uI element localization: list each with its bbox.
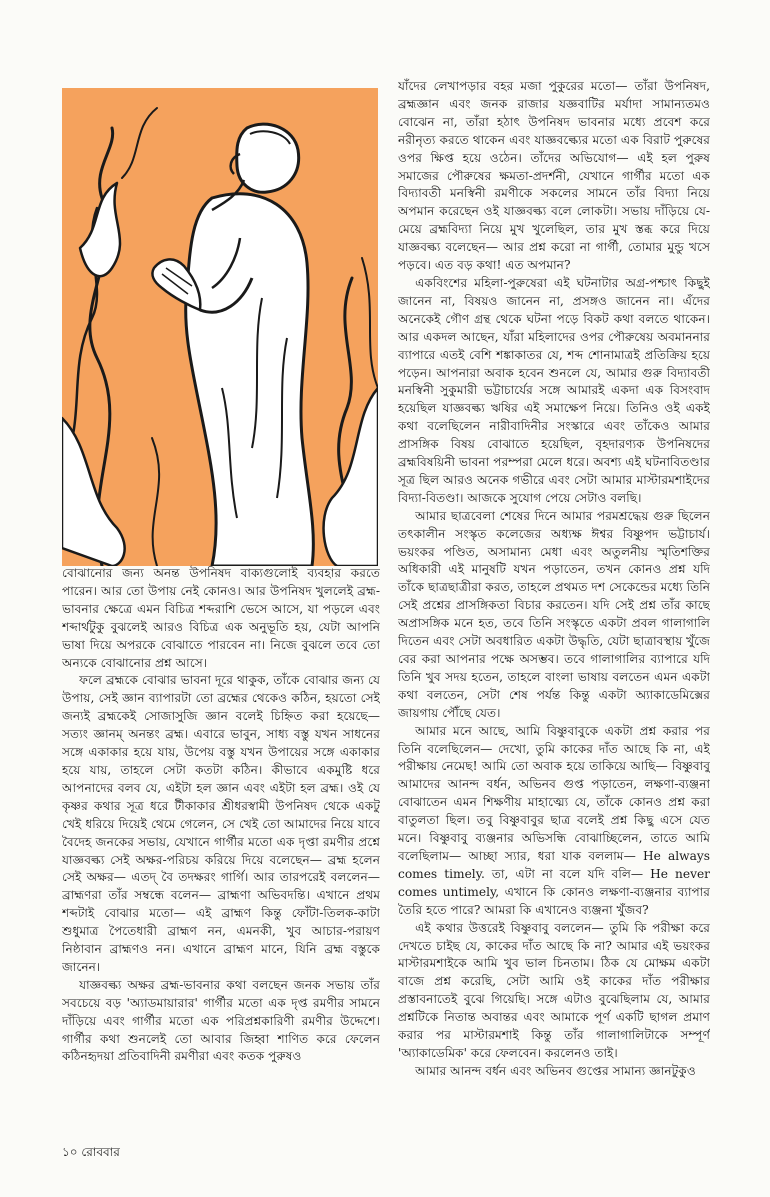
page-footer: ১০ রোববার bbox=[62, 1145, 120, 1159]
paragraph: যাজ্ঞবল্ক্য অক্ষর ব্রহ্ম-ভাবনার কথা বলছেন জনক সভায় তাঁর সবচেয়ে বড় 'অ্যাডমায়ারার' গার্গীর মতো এক দৃপ্ত রমণীর সামনে দাঁড়িয়ে এবং গার্গীর মতো এক পরিপ্রশ্নকারিণী রমণীর উদ্দেশে। গার্গীর কথা শুনলেই তো আবার জিহ্বা শাণিত করে ফেলেন কঠিনহৃদয়া প্রতিবাদিনী রমণীরা এবং কতক পুরুষও bbox=[62, 977, 380, 1064]
left-text-column bbox=[62, 565, 380, 1135]
paragraph: যাঁদের লেখাপড়ার বহর মজা পুকুরের মতো— তাঁরা উপনিষদ, ব্রহ্মজ্ঞান এবং জনক রাজার যজ্ঞবাটির মর্যাদা সামান্যতমও বোঝেন না, তাঁরা হঠাৎ উপনিষদ ভাবনার মধ্যে প্রবেশ করে নরীনৃত্য করতে থাকেন এবং যাজ্ঞবল্ক্যের মতো এক বিরাট পুরুষের ওপর ক্ষিপ্ত হয়ে ওঠেন। তাঁদের অভিযোগ— এই হল পুরুষ সমাজের পৌরুষের ক্ষমতা-প্রদর্শনী, যেখানে গার্গীর মতো এক বিদ্যাবতী মনস্বিনী রমণীকে সকলের সামনে তাঁর বিদ্যা নিয়ে অপমান করেছেন ওই যাজ্ঞবল্ক্য বলে লোকটা। সভায় দাঁড়িয়ে যে-মেয়ে ব্রহ্মবিদ্যা নিয়ে মুখ খুলেছিল, তার মুখ স্তব্ধ করে দিয়ে যাজ্ঞবল্ক্য বলেছেন— আর প্রশ্ন করো না গার্গী, তোমার মুন্ডু খসে পড়বে। এত বড় কথা! এত অপমান? bbox=[398, 79, 710, 273]
praying-sage-illustration bbox=[62, 88, 378, 566]
sage-figure bbox=[152, 124, 313, 566]
paragraph: একবিংশের মহিলা-পুরুষেরা এই ঘটনাটার অগ্র-পশ্চাৎ কিছুই জানেন না, বিষয়ও জানেন না, প্রসঙ্গও জানেন না। এঁদের অনেকেই গৌণ গ্রন্থ থেকে ঘটনা পড়ে বিকট কথা বলতে থাকেন। আর একদল আছেন, যাঁরা মহিলাদের ওপর পৌরুষেয় অবমাননার ব্যাপারে এতই বেশি শঙ্কাকাতর যে, শব্দ শোনামাত্রই প্রতিক্রিয় হয়ে পড়েন। আপনারা অবাক হবেন শুনলে যে, আমার গুরু বিদ্যাবতী মনস্বিনী সুকুমারী ভট্টাচার্যের সঙ্গে আমারই একদা এক বিসংবাদ হয়েছিল যাজ্ঞবল্ক্য ঋষির এই সমাক্ষেপ নিয়ে। তিনিও ওই একই কথা বলেছিলেন নারীবাদিনীর সংস্কারে এবং তাঁকেও আমার প্রাসঙ্গিক বিষয় বোঝাতে হয়েছিল, বৃহদারণ্যক উপনিষদের ব্রহ্মবিষয়িনী ভাবনা পরম্পরা মেলে ধরে। অবশ্য এই ঘটনাবিতণ্ডার সূত্র ছিল আরও অনেক গভীরে এবং সেটা আমার মাস্টারমশাইদের বিদ্যা-বিতণ্ডা। আজকে সুযোগ পেয়ে সেটাও বলছি। bbox=[398, 275, 710, 505]
paragraph: আমার মনে আছে, আমি বিষ্ণুবাবুকে একটা প্রশ্ন করার পর তিনি বলেছিলেন— দেখো, তুমি কাকের দাঁত আছে কি না, এই পরীক্ষায় নেমেছ! আমি তো অবাক হয়ে তাকিয়ে আছি— বিষ্ণুবাবু আমাদের আনন্দ বর্ধন, অভিনব গুপ্ত পড়াতেন, লক্ষণা-ব্যঞ্জনা বোঝাতেন এমন শিক্ষণীয় মাহাত্ম্যে যে, তাঁকে কোনও প্রশ্ন করা বাতুলতা ছিল। তবু বিষ্ণুবাবুর ছাত্র বলেই প্রশ্ন কিছু এসে যেত মনে। বিষ্ণুবাবু ব্যঞ্জনার অভিসন্ধি বোঝাচ্ছিলেন, তাতে আমি বলেছিলাম— আচ্ছা স্যার, ধরা যাক বললাম— He always comes timely. তা, এটা না বলে যদি বলি— He never comes untimely, এখানে কি কোনও লক্ষণা-ব্যঞ্জনার ব্যাপার তৈরি হতে পারে? আমরা কি এখানেও ব্যঞ্জনা খুঁজব? bbox=[398, 723, 710, 917]
illustration bbox=[62, 88, 378, 566]
paragraph: আমার আনন্দ বর্ধন এবং অভিনব গুপ্তের সামান্য জ্ঞানটুকুও bbox=[415, 1063, 696, 1078]
paragraph: আমার ছাত্রবেলা শেষের দিনে আমার পরমশ্রদ্ধেয় গুরু ছিলেন তৎকালীন সংস্কৃত কলেজের অধ্যক্ষ ঈশ্বর বিষ্ণুপদ ভট্টাচার্য। ভয়ংকর পণ্ডিত, অসামান্য মেধা এবং অতুলনীয় স্মৃতিশক্তির অধিকারী এই মানুষটি যখন পড়াতেন, তখন কোনও প্রশ্ন যদি তাঁকে ছাত্রছাত্রীরা করত, তাহলে প্রথমত দশ সেকেন্ডের মধ্যে তিনি সেই প্রশ্নের প্রাসঙ্গিকতা বিচার করতেন। যদি সেই প্রশ্ন তাঁর কাছে অপ্রাসঙ্গিক মনে হত, তবে তিনি সংস্কৃতে একটা প্রবল গালাগালি দিতেন এবং সেটা অবধারিত একটা উদ্ধৃতি, যেটা ছাত্রাবস্থায় খুঁজে বের করা আপনার পক্ষে অসম্ভব। তবে গালাগালির ব্যাপারে যদি তিনি খুব সদয় হতেন, তাহলে বাংলা ভাষায় বলতেন এমন একটা কথা বলতেন, সেটা শেষ পর্যন্ত কিন্তু একটা অ্যাকাডেমিক্সের জায়গায় পৌঁছে যেত। bbox=[398, 508, 710, 720]
right-text-column bbox=[398, 78, 710, 1138]
paragraph: এই কথার উত্তরেই বিষ্ণুবাবু বললেন— তুমি কি পরীক্ষা করে দেখতে চাইছ যে, কাকের দাঁত আছে কি না? আমার এই ভয়ংকর মাস্টারমশাইকে আমি খুব ভাল চিনতাম। ঠিক যে মোক্ষম একটা বাজে প্রশ্ন করেছি, সেটা আমি ওই কাকের দাঁত পরীক্ষার প্রস্তাবনাতেই বুঝে গিয়েছি। সঙ্গে এটাও বুঝেছিলাম যে, আমার প্রশ্নটিকে নিতান্ত অবান্তর এবং আমাকে পূর্ণ একটি ছাগল প্রমাণ করার পর মাস্টারমশাই কিন্তু তাঁর গালাগালিটাকে সম্পূর্ণ 'অ্যাকাডেমিক' করে ফেলবেন। করলেনও তাই। bbox=[398, 920, 710, 1060]
paragraph: বোঝানোর জন্য অনন্ত উপনিষদ বাক্যগুলোই ব্যবহার করতে পারেন। আর তো উপায় নেই কোনও। আর উপনিষদ খুললেই ব্রহ্ম-ভাবনার ক্ষেত্রে এমন বিচিত্র শব্দরাশি ভেসে আসে, যা পড়লে এবং শব্দার্থটুকু বুঝলেই আরও বিচিত্র এক অনুভূতি হয়, যেটা আপনি ভাষা দিয়ে অপরকে বোঝাতে পারবেন না। নিজে বুঝলে তবে তো অন্যকে বোঝানোর প্রশ্ন আসে। bbox=[62, 566, 380, 670]
paragraph: ফলে ব্রহ্মকে বোঝার ভাবনা দূরে থাকুক, তাঁকে বোঝার জন্য যে উপায়, সেই জ্ঞান ব্যাপারটা তো ব্রহ্মের থেকেও কঠিন, হয়তো সেই জন্যই ব্রহ্মকেই সোজাসুজি জ্ঞান বলেই চিহ্নিত করা হয়েছে— সত্যং জ্ঞানম্ অনন্তং ব্রহ্ম। এবারে ভাবুন, সাধ্য বস্তু যখন সাধনের সঙ্গে একাকার হয়ে যায়, উপেয় বস্তু যখন উপায়ের সঙ্গে একাকার হয়ে যায়, তাহলে সেটা কতটা কঠিন। কীভাবে একমুষ্টি ধরে আপনাদের বলব যে, এইটা হল জ্ঞান এবং এইটা হল ব্রহ্ম। ওই যে কৃষ্ণর কথার সূত্র ধরে টীকাকার শ্রীধরস্বামী উপনিষদ থেকে একটু খেই ধরিয়ে দিয়েই থেমে গেলেন, সে খেই তো আমাদের নিয়ে যাবে বৈদেহ জনকের সভায়, যেখানে গার্গীর মতো এক দৃপ্তা রমণীর প্রশ্নে যাজ্ঞবল্ক্য সেই অক্ষর-পরিচয় করিয়ে দিয়ে বলেছেন— ব্রহ্ম হলেন সেই অক্ষর— এতদ্ বৈ তদক্ষরং গার্গি। আর তারপরেই বললেন— ব্রাহ্মণরা তাঁর সম্বন্ধে বলেন— ব্রাহ্মণা অভিবদন্তি। এখানে প্রথম শব্দটাই বোঝার মতো— এই ব্রাহ্মণ কিন্তু ফোঁটা-তিলক-কাটা শুধুমাত্র পৈতেধারী ব্রাহ্মণ নন, এমনকী, খুব আচার-পরায়ণ নিষ্ঠাবান ব্রাহ্মণও নন। এখানে ব্রাহ্মণ মানে, যিনি ব্রহ্ম বস্তুকে জানেন। bbox=[62, 673, 380, 974]
